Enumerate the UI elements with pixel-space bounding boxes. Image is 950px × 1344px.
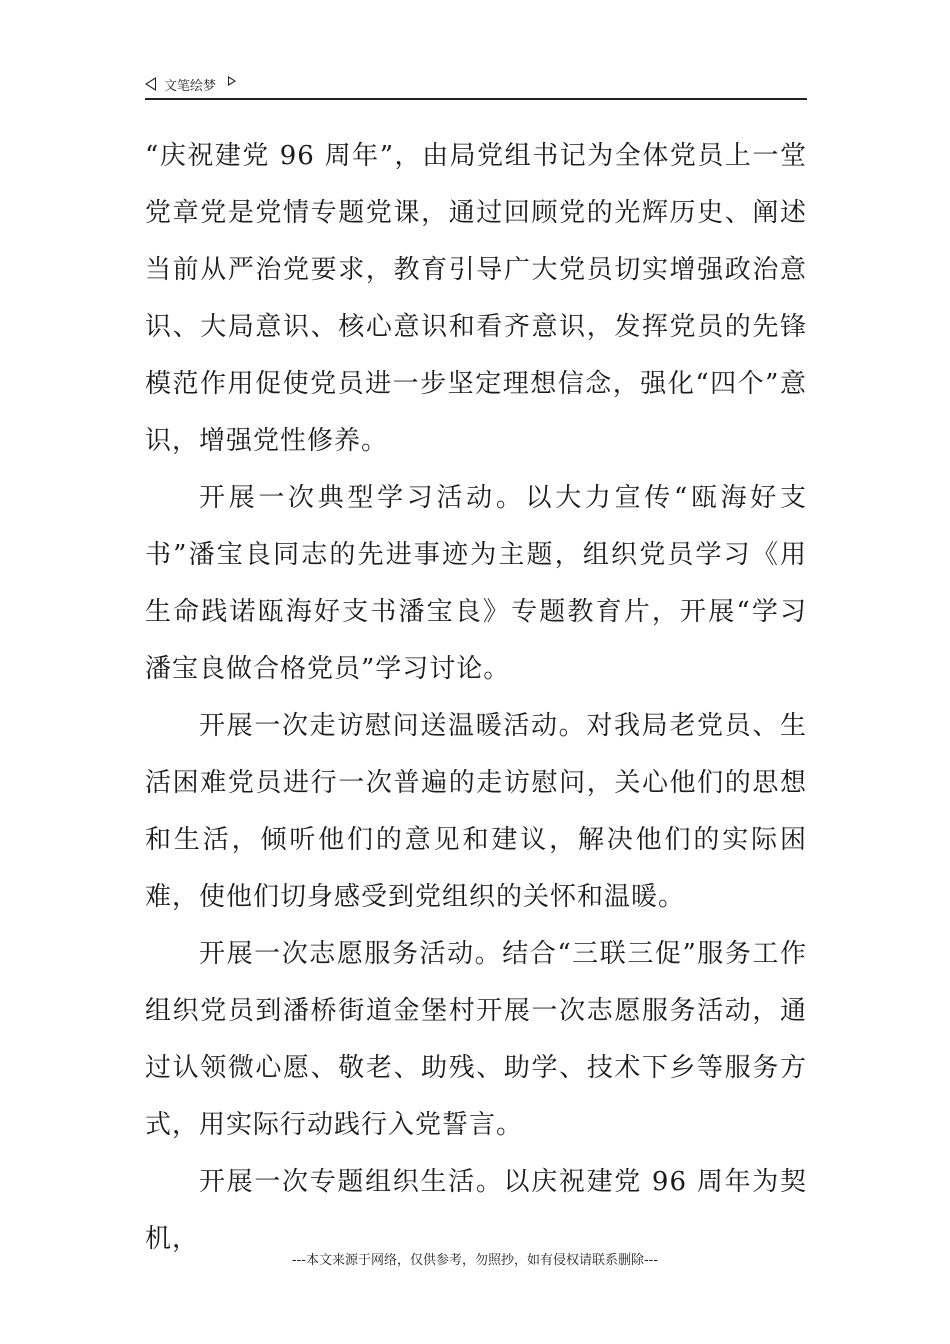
- paragraph: 开展一次专题组织生活。以庆祝建党 96 周年为契机，: [145, 1167, 807, 1254]
- document-body: [145, 128, 807, 1268]
- paragraph: 开展一次志愿服务活动。结合“三联三促”服务工作组织党员到潘桥街道金堡村开展一次志愿服务活动，通过认领微心愿、敬老、助残、助学、技术下乡等服务方式，用实际行动践行入党誓言。: [145, 939, 807, 1140]
- paragraph: “庆祝建党 96 周年”，由局党组书记为全体党员上一堂党章党是党情专题党课，通过回顾党的光辉历史、阐述当前从严治党要求，教育引导广大党员切实增强政治意识、大局意识、核心意识和看齐意识，发挥党员的先锋模范作用促使党员进一步坚定理想信念，强化“四个”意识，增强党性修养。: [145, 141, 807, 456]
- page-header: [145, 72, 807, 100]
- triangle-right-icon: [228, 76, 236, 86]
- header-brand: [145, 74, 236, 94]
- paragraph: 开展一次典型学习活动。以大力宣传“瓯海好支书”潘宝良同志的先进事迹为主题，组织党员学习《用生命践诺瓯海好支书潘宝良》专题教育片，开展“学习潘宝良做合格党员”学习讨论。: [145, 483, 807, 684]
- triangle-left-icon: [145, 77, 156, 91]
- footer-disclaimer: ---本文来源于网络，仅供参考，勿照抄，如有侵权请联系删除---: [291, 1253, 659, 1268]
- paragraph: 开展一次走访慰问送温暖活动。对我局老党员、生活困难党员进行一次普遍的走访慰问，关心他们的思想和生活，倾听他们的意见和建议，解决他们的实际困难，使他们切身感受到党组织的关怀和温暖。: [145, 711, 807, 912]
- brand-name: 文笔绘梦: [164, 78, 217, 94]
